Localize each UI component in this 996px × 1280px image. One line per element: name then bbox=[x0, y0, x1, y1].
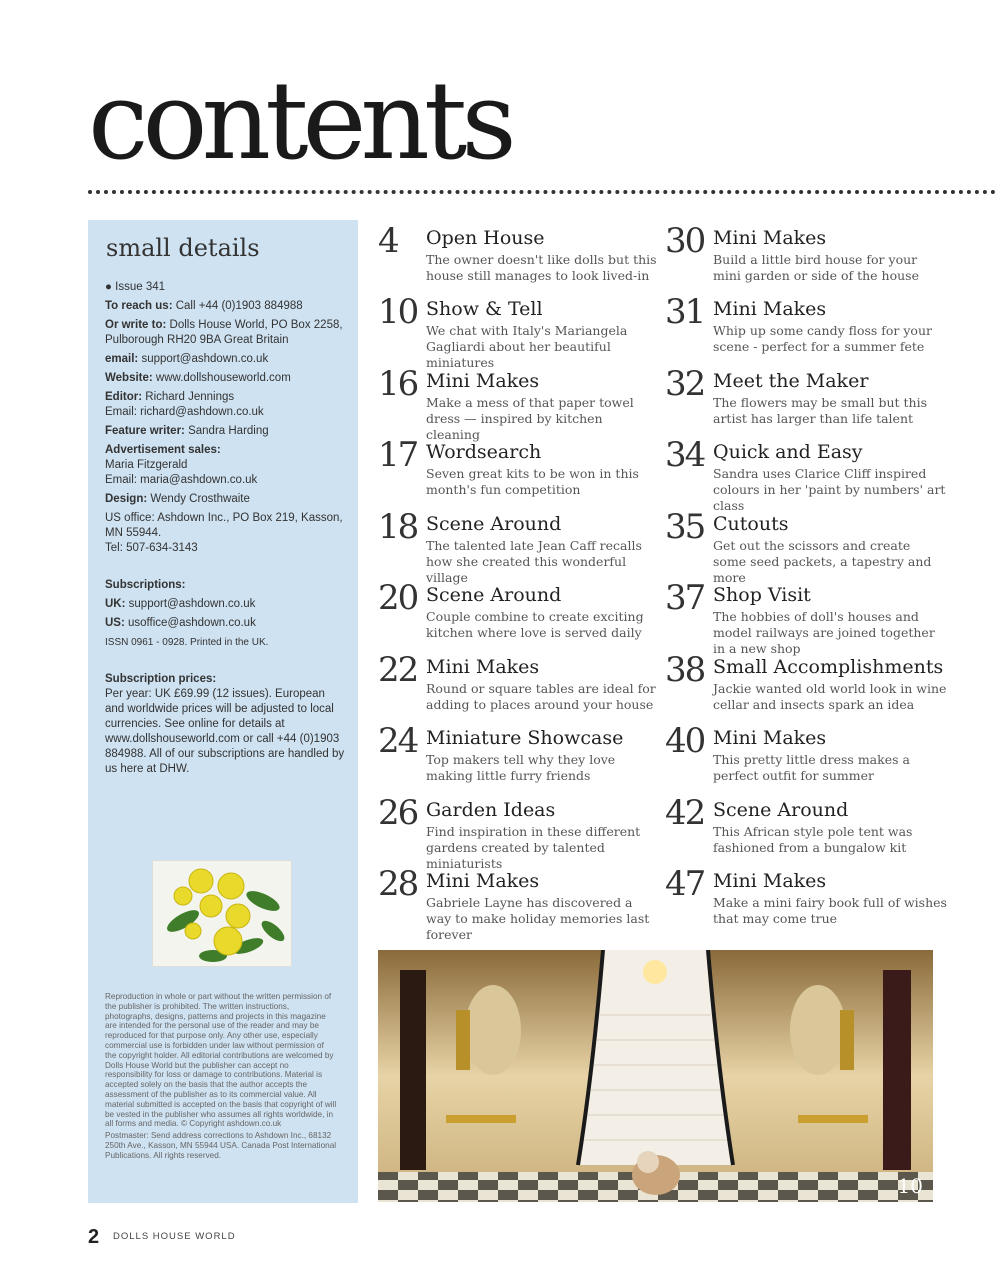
toc-heading: Mini Makes bbox=[713, 227, 827, 249]
toc-heading: Meet the Maker bbox=[713, 370, 869, 392]
toc-heading: Mini Makes bbox=[713, 298, 827, 320]
toc-heading: Shop Visit bbox=[713, 584, 811, 606]
toc-page-number: 26 bbox=[378, 793, 418, 833]
toc-description: Seven great kits to be won in this month's fun competition bbox=[426, 466, 639, 497]
toc-page-number: 10 bbox=[378, 292, 418, 332]
toc-page-number: 16 bbox=[378, 364, 418, 404]
toc-page-number: 34 bbox=[665, 435, 705, 475]
ads-email: Email: maria@ashdown.co.uk bbox=[105, 474, 258, 486]
toc-heading: Mini Makes bbox=[713, 870, 827, 892]
toc-page-number: 38 bbox=[665, 650, 705, 690]
issn-line: ISSN 0961 - 0928. Printed in the UK. bbox=[105, 637, 269, 648]
toc-entry[interactable] bbox=[665, 364, 945, 428]
toc-entry[interactable] bbox=[665, 435, 946, 513]
toc-entry[interactable] bbox=[378, 364, 658, 442]
copyright-notice: Reproduction in whole or part without the written permission of the publisher is prohibited. The written instructions, photographs, designs, patterns and projects in this magazine are intended for the personal use of the reader and may be reproduced for that purpose only. Any other use, especially commercial use is forbidden under law without permission of the copyright holder. All editorial contributions are welcomed by Dolls House World but the publisher can accept no responsibility for loss or damage to contributions. Material is accepted solely on the basis that the author accepts the assessment of the publisher as to its commercial value. All material submitted is accepted on the basis that copyright of will be vested in the publisher who assumes all rights worldwide, in all forms and media. © Copyright ashdown.co.uk bbox=[105, 992, 337, 1129]
toc-description: Whip up some candy floss for your scene - perfect for a summer fete bbox=[713, 323, 932, 354]
issue-number: Issue 341 bbox=[115, 281, 166, 293]
toc-heading: Garden Ideas bbox=[426, 799, 556, 821]
reach-phone: Call +44 (0)1903 884988 bbox=[175, 300, 303, 312]
toc-page-number: 4 bbox=[378, 221, 398, 261]
bullet-icon: ● bbox=[105, 281, 116, 293]
toc-description: Find inspiration in these different gardens created by talented miniaturists bbox=[426, 824, 641, 871]
ads-label: Advertisement sales: bbox=[105, 444, 221, 456]
website-url: www.dollshouseworld.com bbox=[155, 372, 291, 384]
toc-description: Make a mini fairy book full of wishes that may come true bbox=[713, 895, 947, 926]
toc-page-number: 22 bbox=[378, 650, 418, 690]
toc-page-number: 37 bbox=[665, 578, 705, 618]
photo-page-reference: 10 bbox=[897, 1174, 923, 1198]
toc-entry[interactable] bbox=[665, 721, 945, 785]
ads-name: Maria Fitzgerald bbox=[105, 459, 188, 471]
toc-entry[interactable] bbox=[378, 578, 658, 642]
designer-name: Wendy Crosthwaite bbox=[150, 493, 250, 505]
postal-address: Dolls House World, PO Box 2258, Pulborough RH20 9BA Great Britain bbox=[105, 319, 343, 346]
toc-heading: Open House bbox=[426, 227, 545, 249]
toc-description: This pretty little dress makes a perfect outfit for summer bbox=[713, 752, 910, 783]
toc-entry[interactable] bbox=[665, 221, 945, 285]
toc-description: We chat with Italy's Mariangela Gagliardi about her beautiful miniatures bbox=[426, 323, 628, 370]
toc-page-number: 17 bbox=[378, 435, 418, 475]
toc-heading: Cutouts bbox=[713, 513, 789, 535]
email-label: email: bbox=[105, 353, 139, 365]
toc-entry[interactable] bbox=[665, 864, 947, 928]
toc-heading: Mini Makes bbox=[713, 727, 827, 749]
toc-description: The flowers may be small but this artist has larger than life talent bbox=[713, 395, 928, 426]
toc-heading: Mini Makes bbox=[426, 370, 540, 392]
toc-page-number: 28 bbox=[378, 864, 418, 904]
toc-page-number: 40 bbox=[665, 721, 705, 761]
toc-entry[interactable] bbox=[378, 292, 658, 370]
write-label: Or write to: bbox=[105, 319, 167, 331]
toc-entry[interactable] bbox=[665, 578, 945, 656]
toc-page-number: 20 bbox=[378, 578, 418, 618]
toc-description: Couple combine to create exciting kitchen where love is served daily bbox=[426, 609, 644, 640]
us-email: usoffice@ashdown.co.uk bbox=[128, 617, 256, 629]
toc-description: The talented late Jean Caff recalls how she created this wonderful village bbox=[426, 538, 642, 585]
toc-description: Jackie wanted old world look in wine cellar and insects spark an idea bbox=[713, 681, 947, 712]
feature-writer-name: Sandra Harding bbox=[188, 425, 269, 437]
footer-publication: DOLLS HOUSE WORLD bbox=[113, 1231, 236, 1242]
prices-label: Per year: bbox=[105, 688, 152, 700]
toc-heading: Show & Tell bbox=[426, 298, 543, 320]
uk-label: UK: bbox=[105, 598, 126, 610]
toc-heading: Scene Around bbox=[713, 799, 849, 821]
toc-description: This African style pole tent was fashioned from a bungalow kit bbox=[713, 824, 913, 855]
small-details-title: small details bbox=[106, 234, 260, 262]
prices-title: Subscription prices: bbox=[105, 673, 217, 685]
toc-entry[interactable] bbox=[378, 221, 658, 285]
website-label: Website: bbox=[105, 372, 153, 384]
toc-heading: Miniature Showcase bbox=[426, 727, 624, 749]
toc-description: Make a mess of that paper towel dress — inspired by kitchen cleaning bbox=[426, 395, 634, 442]
footer-page-number: 2 bbox=[88, 1226, 100, 1248]
yellow-roses-image bbox=[152, 860, 292, 967]
postmaster-notice: Postmaster: Send address corrections to Ashdown Inc., 68132 250th Ave., Kasson, MN 55944 USA. Canada Post International Publications. All rights reserved. bbox=[105, 1131, 337, 1160]
editor-name: Richard Jennings bbox=[145, 391, 235, 403]
editor-label: Editor: bbox=[105, 391, 143, 403]
subscriptions-title: Subscriptions: bbox=[105, 579, 186, 591]
design-label: Design: bbox=[105, 493, 148, 505]
toc-heading: Wordsearch bbox=[426, 441, 542, 463]
us-office: US office: Ashdown Inc., PO Box 219, Kasson, MN 55944. bbox=[105, 512, 343, 539]
toc-entry[interactable] bbox=[378, 435, 658, 499]
prices-text: UK £69.99 (12 issues). European and worldwide prices will be adjusted to local currencies. See online for details at www.dollshouseworld.com or call +44 (0)1903 884988. All of our subscriptions are handled by us here at DHW. bbox=[105, 688, 345, 775]
toc-entry[interactable] bbox=[378, 721, 658, 785]
toc-heading: Quick and Easy bbox=[713, 441, 863, 463]
toc-heading: Mini Makes bbox=[426, 656, 540, 678]
toc-page-number: 31 bbox=[665, 292, 705, 332]
toc-entry[interactable] bbox=[378, 650, 658, 714]
toc-entry[interactable] bbox=[665, 507, 945, 585]
support-email: support@ashdown.co.uk bbox=[141, 353, 269, 365]
toc-page-number: 24 bbox=[378, 721, 418, 761]
toc-heading: Mini Makes bbox=[426, 870, 540, 892]
legal-fineprint bbox=[105, 992, 337, 1163]
toc-description: Round or square tables are ideal for adding to places around your house bbox=[426, 681, 656, 712]
toc-description: Build a little bird house for your mini garden or side of the house bbox=[713, 252, 919, 283]
toc-entry[interactable] bbox=[378, 864, 658, 942]
dotted-divider bbox=[88, 190, 996, 194]
toc-heading: Scene Around bbox=[426, 584, 562, 606]
toc-entry[interactable] bbox=[665, 650, 947, 714]
toc-description: Sandra uses Clarice Cliff inspired colours in her 'paint by numbers' art class bbox=[713, 466, 946, 513]
feature-writer-label: Feature writer: bbox=[105, 425, 185, 437]
toc-page-number: 47 bbox=[665, 864, 705, 904]
small-details-body bbox=[105, 280, 345, 781]
uk-email: support@ashdown.co.uk bbox=[128, 598, 256, 610]
toc-description: The owner doesn't like dolls but this house still manages to look lived-in bbox=[426, 252, 657, 283]
us-tel: Tel: 507-634-3143 bbox=[105, 542, 198, 554]
page-title: contents bbox=[88, 59, 511, 184]
reach-label: To reach us: bbox=[105, 300, 173, 312]
toc-heading: Small Accomplishments bbox=[713, 656, 944, 678]
toc-entry[interactable] bbox=[665, 292, 945, 356]
toc-description: Get out the scissors and create some seed packets, a tapestry and more bbox=[713, 538, 932, 585]
toc-page-number: 42 bbox=[665, 793, 705, 833]
toc-entry[interactable] bbox=[378, 793, 658, 871]
toc-page-number: 35 bbox=[665, 507, 705, 547]
editor-email: Email: richard@ashdown.co.uk bbox=[105, 406, 264, 418]
toc-description: The hobbies of doll's houses and model railways are joined together in a new shop bbox=[713, 609, 935, 656]
toc-heading: Scene Around bbox=[426, 513, 562, 535]
toc-page-number: 18 bbox=[378, 507, 418, 547]
toc-page-number: 32 bbox=[665, 364, 705, 404]
toc-page-number: 30 bbox=[665, 221, 705, 261]
us-label: US: bbox=[105, 617, 125, 629]
toc-entry[interactable] bbox=[665, 793, 945, 857]
toc-entry[interactable] bbox=[378, 507, 658, 585]
toc-description: Top makers tell why they love making little furry friends bbox=[426, 752, 616, 783]
entrance-hall-photo bbox=[378, 950, 933, 1202]
toc-description: Gabriele Layne has discovered a way to make holiday memories last forever bbox=[426, 895, 650, 942]
small-details-panel bbox=[88, 220, 358, 1203]
